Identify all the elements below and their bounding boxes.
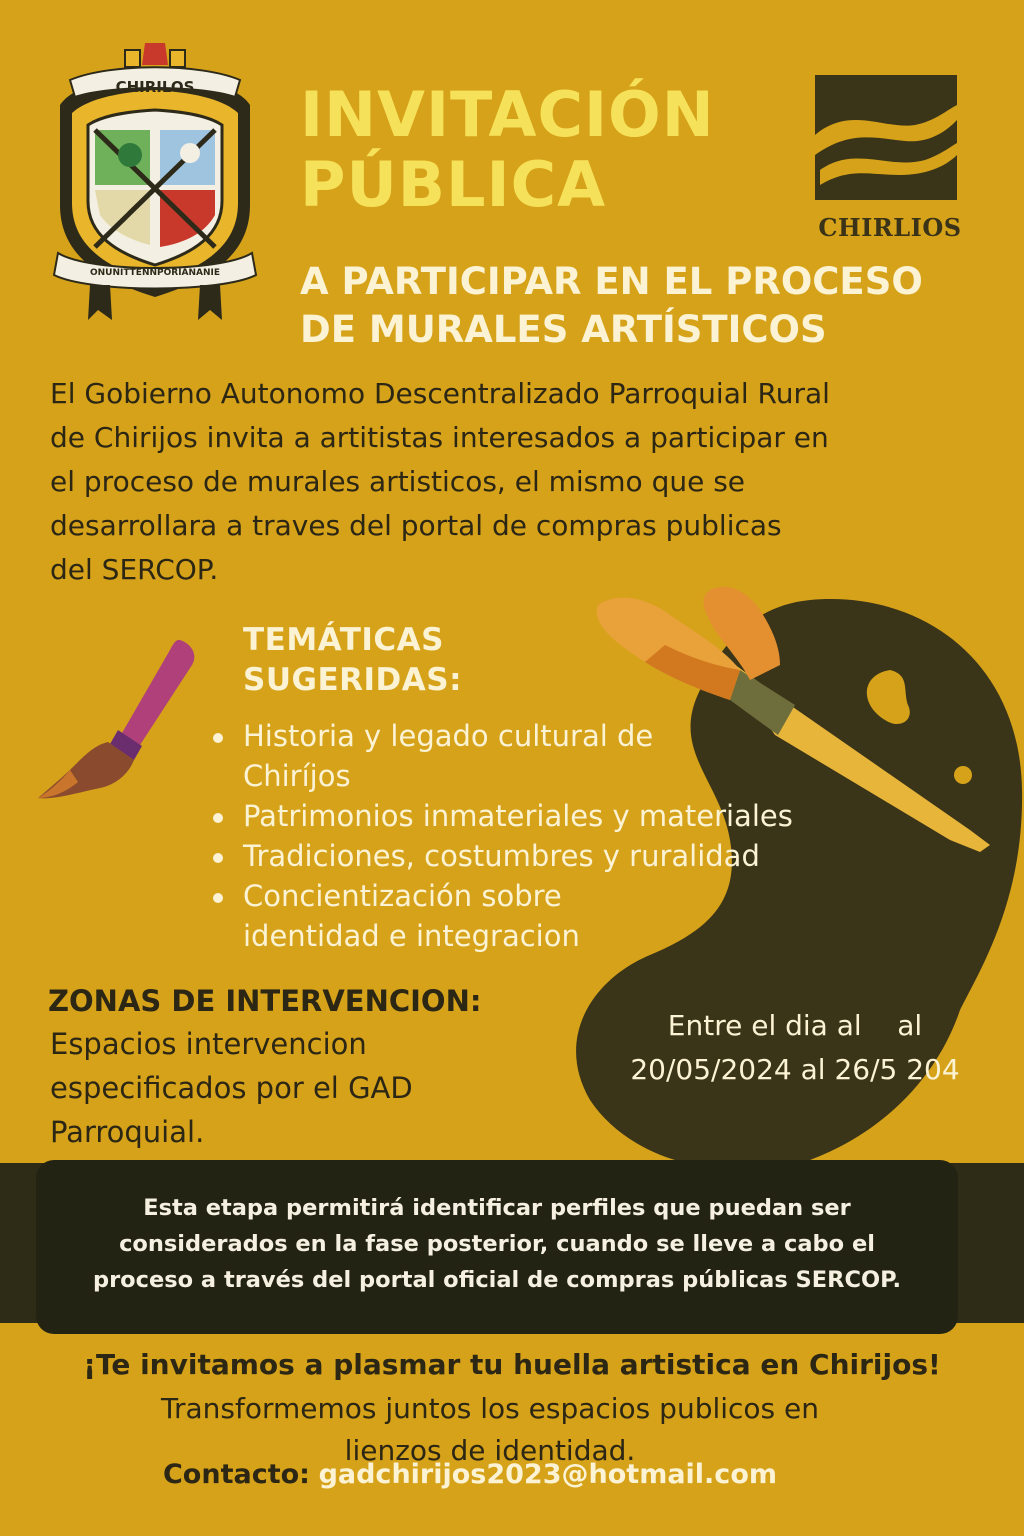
zones-line: Espacios intervencion <box>50 1027 367 1061</box>
zones-text <box>50 1022 530 1154</box>
crest-emblem <box>50 35 260 325</box>
date-range-line-2: 20/05/2024 al 26/5 204 <box>630 1053 960 1086</box>
list-item <box>213 876 833 956</box>
intro-line: de Chirijos invita a artitistas interesados a participar en <box>50 421 829 454</box>
closing-line-1: Transformemos juntos los espacios publicos en <box>160 1392 820 1425</box>
list-item-line: Patrimonios inmateriales y materiales <box>243 799 793 833</box>
contact-email-link[interactable]: gadchirijos2023@hotmail.com <box>318 1459 777 1490</box>
intro-line: el proceso de murales artisticos, el mismo que se <box>50 465 746 498</box>
themes-list <box>213 716 833 956</box>
date-range <box>600 1004 990 1092</box>
list-item-line: Tradiciones, costumbres y ruralidad <box>243 839 760 873</box>
contact-label: Contacto: <box>162 1459 310 1490</box>
list-item-line: Chiríjos <box>243 759 351 793</box>
list-item-line: Concientización sobre <box>243 879 562 913</box>
notice-line: considerados en la fase posterior, cuando se lleve a cabo el <box>119 1231 875 1257</box>
contact-line <box>0 1455 940 1495</box>
title-line-2: PÚBLICA <box>300 148 607 221</box>
call-to-action: ¡Te invitamos a plasmar tu huella artistica en Chirijos! <box>83 1348 941 1381</box>
intro-line: El Gobierno Autonomo Descentralizado Parroquial Rural <box>50 377 830 410</box>
page-subtitle <box>300 258 1020 354</box>
notice-line: proceso a través del portal oficial de compras públicas SERCOP. <box>92 1267 901 1293</box>
subtitle-line-1: A PARTICIPAR EN EL PROCESO <box>300 260 923 303</box>
themes-heading-line-2: SUGERIDAS: <box>243 662 462 698</box>
themes-heading <box>243 620 563 700</box>
crest-banner-text: CHIRILOS <box>115 78 195 96</box>
list-item-line: identidad e integracion <box>243 919 580 953</box>
intro-line: del SERCOP. <box>50 553 219 586</box>
chirlios-logo-mark <box>815 75 965 210</box>
zones-heading: ZONAS DE INTERVENCION: <box>48 984 482 1018</box>
zones-line: especificados por el GAD <box>50 1071 413 1105</box>
list-item-line: Historia y legado cultural de <box>243 719 654 753</box>
title-line-1: INVITACIÓN <box>300 78 715 151</box>
logo-name: CHIRLIOS <box>818 213 962 242</box>
themes-heading-line-1: TEMÁTICAS <box>243 622 445 658</box>
crest-motto-text: ONUNITTENNPORIANANIE <box>89 268 221 278</box>
paintbrush-icon <box>30 630 210 810</box>
subtitle-line-2: DE MURALES ARTÍSTICOS <box>300 308 827 351</box>
notice-text <box>36 1190 958 1298</box>
zones-line: Parroquial. <box>50 1115 205 1149</box>
list-item <box>213 796 833 836</box>
list-item <box>213 836 833 876</box>
notice-line: Esta etapa permitirá identificar perfiles que puedan ser <box>143 1195 851 1221</box>
page-title <box>300 80 820 220</box>
list-item <box>213 716 833 796</box>
intro-line: desarrollara a traves del portal de compras publicas <box>50 509 782 542</box>
date-range-line-1: Entre el dia al al <box>667 1009 923 1042</box>
intro-paragraph <box>50 372 1000 592</box>
closing-line-2: lienzos de identidad. <box>344 1434 636 1467</box>
chirlios-logo <box>815 75 965 250</box>
